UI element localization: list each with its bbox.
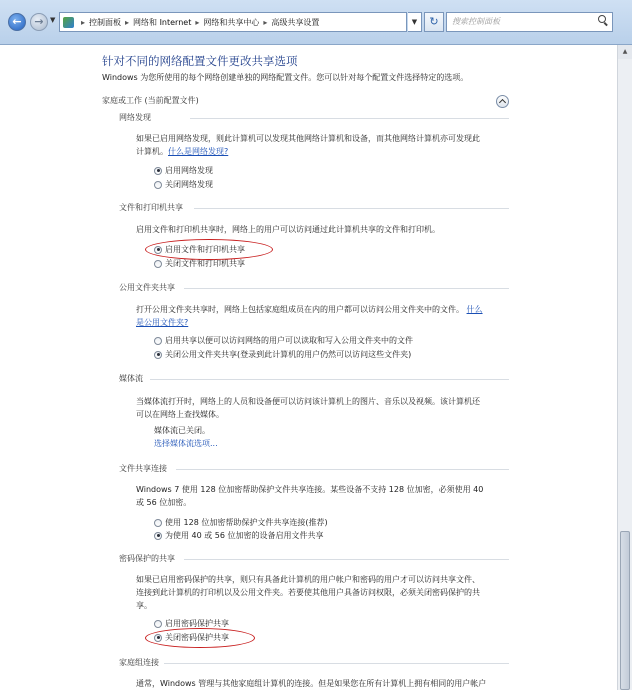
- vertical-scrollbar[interactable]: [617, 45, 632, 690]
- breadcrumb-control-panel[interactable]: 控制面板: [89, 17, 122, 27]
- radio-button[interactable]: [154, 181, 162, 189]
- scrollbar-thumb[interactable]: [620, 531, 630, 690]
- radio-button[interactable]: [154, 337, 162, 345]
- breadcrumb-separator-icon[interactable]: ▸: [81, 17, 86, 27]
- breadcrumb-network-sharing-center[interactable]: 网络和共享中心: [203, 17, 260, 27]
- scroll-up-arrow-icon[interactable]: ▲: [618, 45, 632, 59]
- section-divider: [190, 118, 509, 119]
- page-subtitle: Windows 为您所使用的每个网络创建单独的网络配置文件。您可以针对每个配置文件选择特定的选项。: [102, 73, 469, 82]
- section-heading-homegroup-connections: 家庭组连接: [119, 658, 159, 667]
- section-heading-public-folder-sharing: 公用文件夹共享: [119, 283, 175, 292]
- radio-128-bit-encryption[interactable]: 使用 128 位加密帮助保护文件共享连接(推荐): [154, 517, 328, 528]
- what-is-public-folder-link[interactable]: 什么: [466, 305, 483, 314]
- breadcrumb-network-internet[interactable]: 网络和 Internet: [133, 17, 192, 27]
- radio-enable-public-folder-sharing[interactable]: 启用共享以便可以访问网络的用户可以读取和写入公用文件夹中的文件: [154, 335, 413, 346]
- refresh-icon[interactable]: ↻: [424, 12, 444, 32]
- radio-enable-password-sharing[interactable]: 启用密码保护共享: [154, 618, 229, 629]
- section-divider: [184, 559, 509, 560]
- what-is-public-folder-link-cont[interactable]: 是公用文件夹?: [136, 318, 189, 327]
- red-annotation-circle: [145, 628, 255, 648]
- section-heading-file-sharing-connections: 文件共享连接: [119, 464, 167, 473]
- breadcrumb-separator-icon[interactable]: ▸: [125, 17, 130, 27]
- public-folder-description: 打开公用文件夹共享时，网络上包括家庭组成员在内的用户都可以访问公用文件夹中的文件。 什么 是公用文件夹?: [136, 305, 483, 327]
- forward-arrow-icon[interactable]: →: [30, 13, 48, 31]
- file-printer-description: 启用文件和打印机共享时，网络上的用户可以访问通过此计算机共享的文件和打印机。: [136, 225, 440, 234]
- radio-button[interactable]: [154, 260, 162, 268]
- history-dropdown-icon[interactable]: ▼: [50, 16, 56, 24]
- media-streaming-status: 媒体流已关闭。: [154, 426, 210, 435]
- radio-button[interactable]: [154, 620, 162, 628]
- network-discovery-description: 如果已启用网络发现，则此计算机可以发现其他网络计算机和设备，而其他网络计算机亦可发现此 计算机。什么是网络发现?: [136, 134, 480, 156]
- address-dropdown-icon[interactable]: ▼: [408, 12, 422, 32]
- choose-media-streaming-options-link[interactable]: 选择媒体流选项...: [154, 439, 218, 448]
- section-heading-file-printer-sharing: 文件和打印机共享: [119, 203, 183, 212]
- radio-disable-file-printer-sharing[interactable]: 关闭文件和打印机共享: [154, 258, 245, 269]
- breadcrumb-separator-icon[interactable]: ▸: [263, 17, 268, 27]
- search-icon[interactable]: [598, 15, 606, 23]
- section-divider: [176, 469, 509, 470]
- search-input[interactable]: 搜索控制面板: [446, 12, 613, 32]
- radio-button[interactable]: [154, 519, 162, 527]
- radio-enable-file-printer-sharing[interactable]: 启用文件和打印机共享: [154, 244, 245, 255]
- radio-disable-public-folder-sharing[interactable]: 关闭公用文件夹共享(登录到此计算机的用户仍然可以访问这些文件夹): [154, 349, 411, 360]
- collapse-chevron-up-icon[interactable]: [496, 95, 509, 108]
- address-toolbar: [0, 0, 632, 45]
- section-heading-network-discovery: 网络发现: [119, 113, 151, 122]
- radio-40-56-bit-encryption[interactable]: 为使用 40 或 56 位加密的设备启用文件共享: [154, 530, 324, 541]
- radio-disable-network-discovery[interactable]: 关闭网络发现: [154, 179, 213, 190]
- what-is-network-discovery-link[interactable]: 什么是网络发现?: [168, 147, 229, 156]
- section-divider: [150, 379, 509, 380]
- breadcrumb-separator-icon[interactable]: ▸: [195, 17, 200, 27]
- radio-disable-password-sharing[interactable]: 关闭密码保护共享: [154, 632, 229, 643]
- address-bar[interactable]: [59, 12, 407, 32]
- main-content: [0, 45, 617, 690]
- media-streaming-description: 当媒体流打开时，网络上的人员和设备便可以访问该计算机上的图片、音乐以及视频。该计算机还 可以在网络上查找媒体。: [136, 397, 480, 419]
- radio-button-selected[interactable]: [154, 167, 162, 175]
- red-annotation-circle: [145, 239, 273, 260]
- file-sharing-connections-description: Windows 7 使用 128 位加密帮助保护文件共享连接。某些设备不支持 128 位加密，必须使用 40 或 56 位加密。: [136, 485, 484, 507]
- radio-button-selected[interactable]: [154, 351, 162, 359]
- radio-button-selected[interactable]: [154, 532, 162, 540]
- control-panel-icon: [63, 17, 74, 28]
- breadcrumb-advanced-sharing[interactable]: 高级共享设置: [271, 17, 320, 27]
- page-title: 针对不同的网络配置文件更改共享选项: [102, 54, 298, 68]
- section-divider: [194, 208, 509, 209]
- section-divider: [184, 288, 509, 289]
- section-heading-password-protected-sharing: 密码保护的共享: [119, 554, 175, 563]
- back-arrow-icon[interactable]: ←: [8, 13, 26, 31]
- section-divider: [164, 663, 509, 664]
- profile-heading: 家庭或工作 (当前配置文件): [102, 96, 199, 105]
- password-sharing-description: 如果已启用密码保护的共享，则只有具备此计算机的用户帐户和密码的用户才可以访问共享文件、 连接到此计算机的打印机以及公用文件夹。若要使其他用户具备访问权限，必须关闭密码保护的共 享。: [136, 575, 480, 610]
- radio-enable-network-discovery[interactable]: 启用网络发现: [154, 165, 213, 176]
- section-heading-media-streaming: 媒体流: [119, 374, 143, 383]
- homegroup-description: 通常，Windows 管理与其他家庭组计算机的连接。但是如果您在所有计算机上拥有相同的用户帐户: [136, 679, 487, 688]
